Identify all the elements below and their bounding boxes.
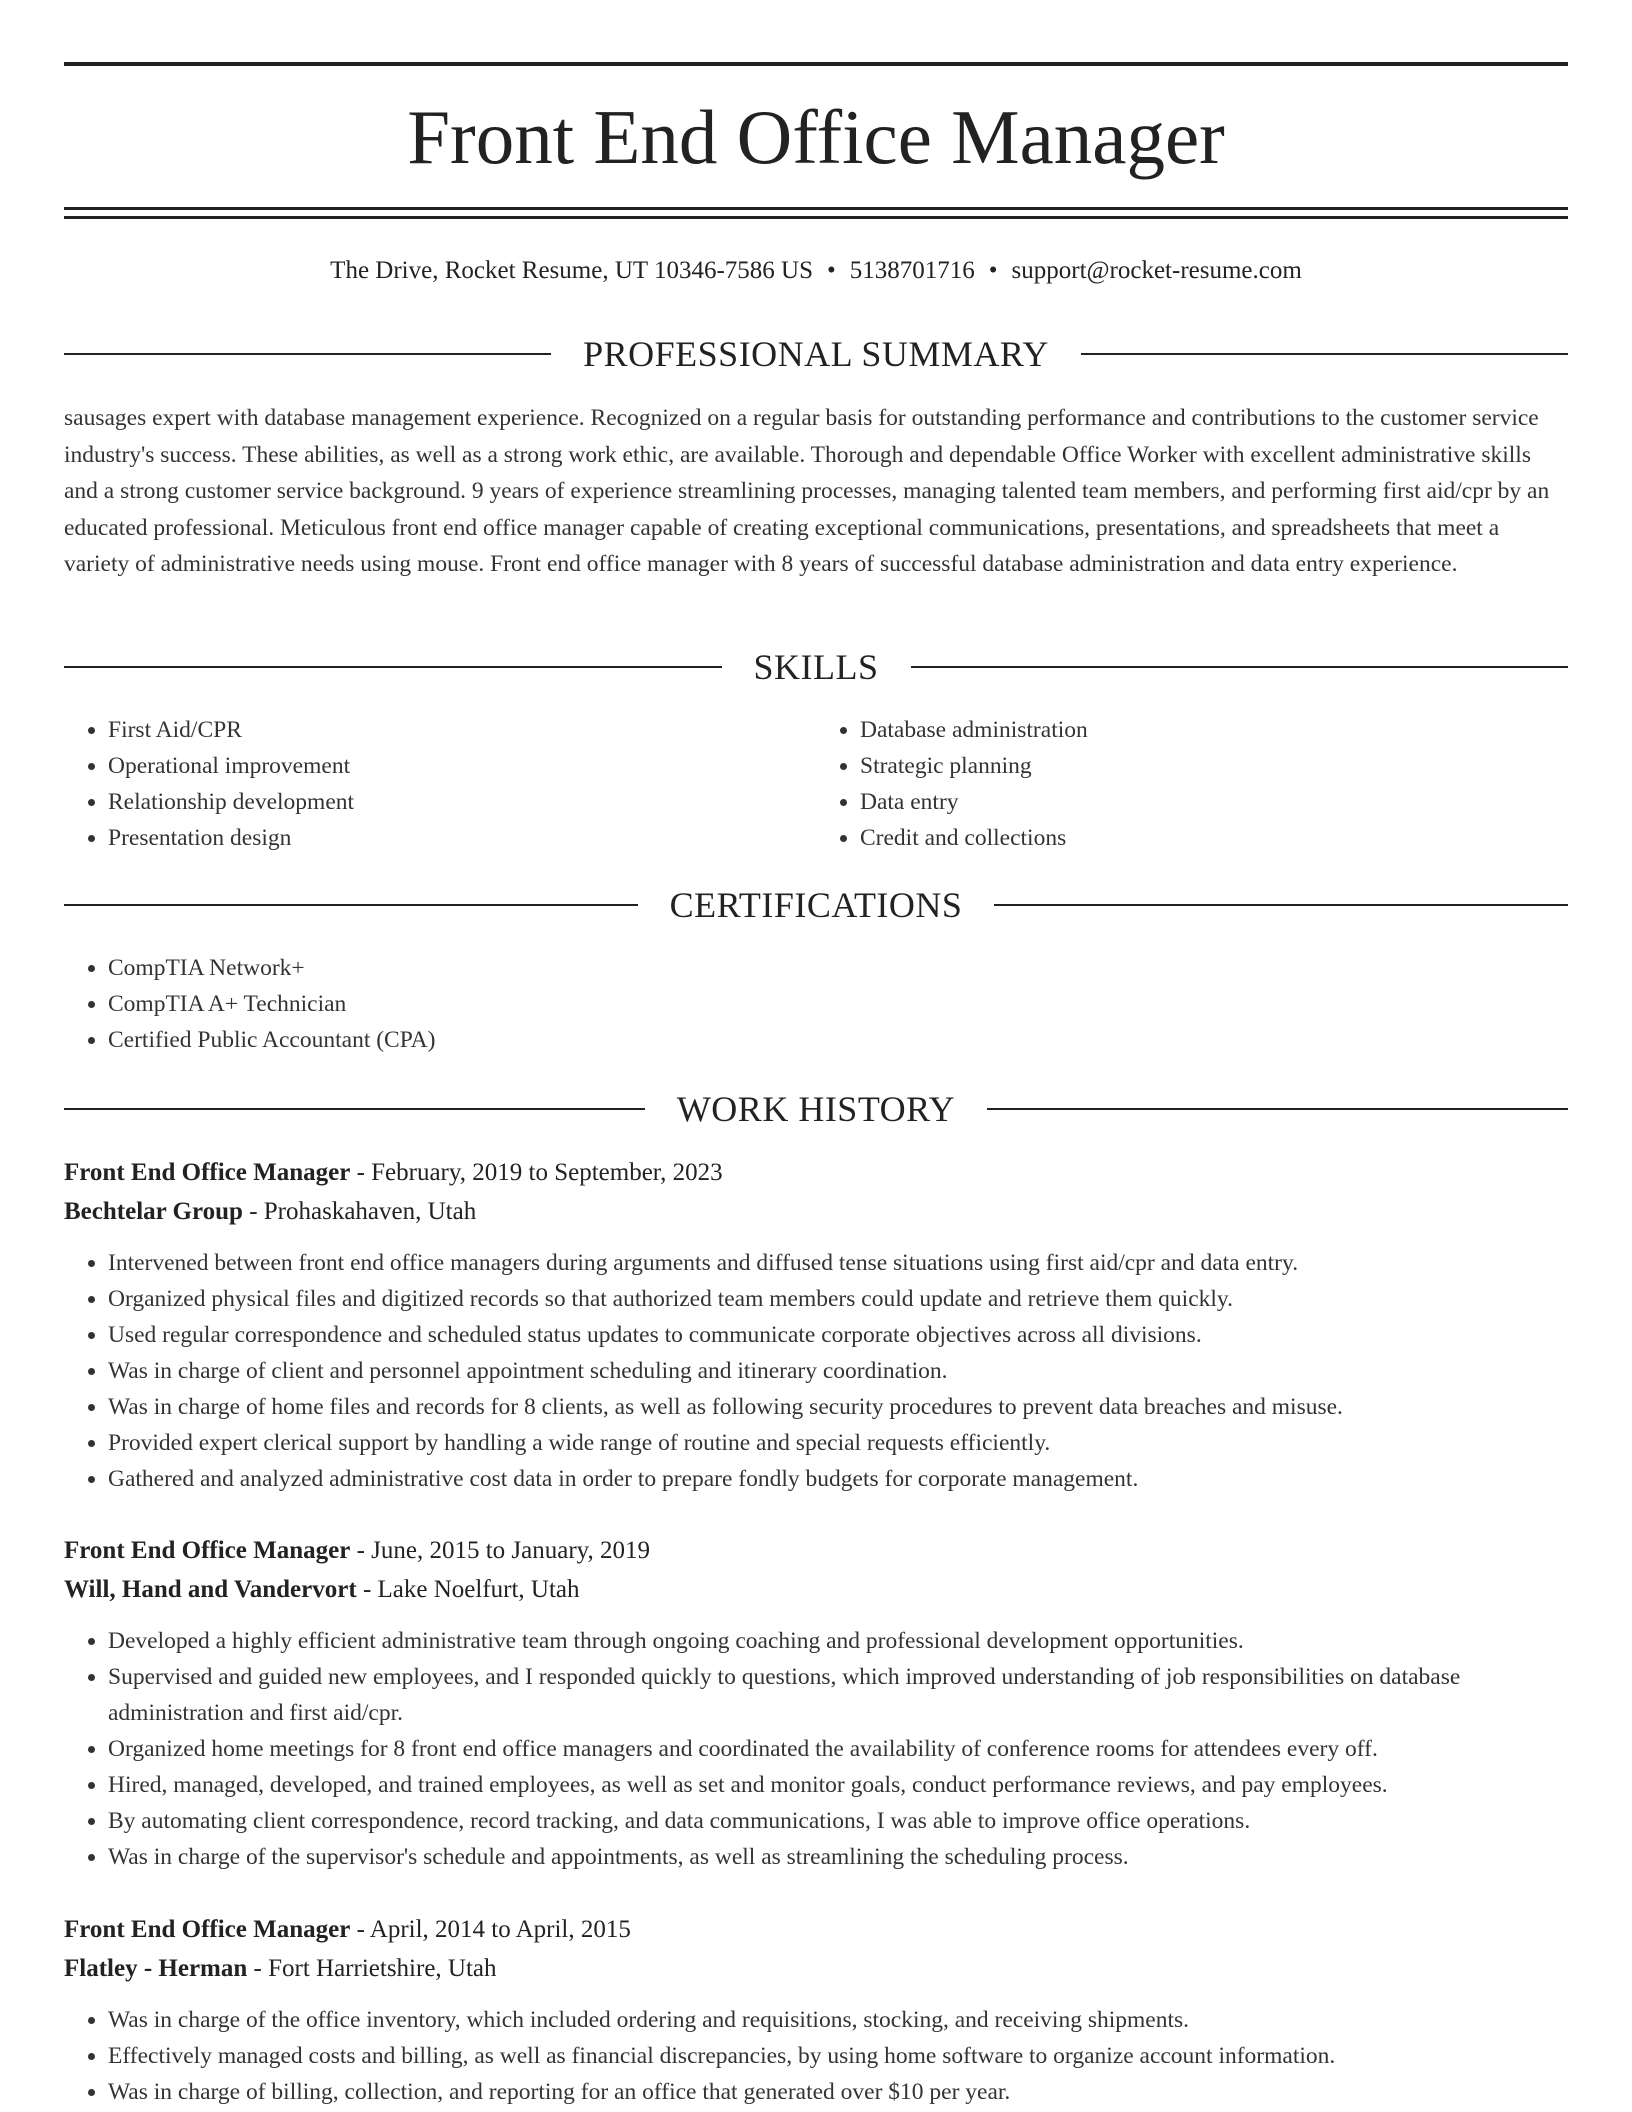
job-dates: - June, 2015 to January, 2019 — [350, 1537, 651, 1564]
job-title-line — [64, 1153, 1568, 1192]
job-title: Front End Office Manager — [64, 1159, 351, 1186]
job-bullet: • Developed a highly efficient administrative team through ongoing coaching and professional development opportunities. — [108, 1623, 1568, 1659]
job-title: Front End Office Manager — [64, 1537, 351, 1564]
job-location: - Prohaskahaven, Utah — [242, 1198, 477, 1225]
skills-list — [64, 712, 1568, 856]
section-title: PROFESSIONAL SUMMARY — [583, 334, 1049, 374]
certification-item: • CompTIA Network+ — [108, 950, 1568, 986]
job-location: - Lake Noelfurt, Utah — [356, 1576, 580, 1603]
job-dates: - February, 2019 to September, 2023 — [350, 1159, 723, 1186]
section-title: WORK HISTORY — [676, 1089, 956, 1129]
certification-item: • CompTIA A+ Technician — [108, 986, 1568, 1022]
heading-rule — [64, 904, 638, 906]
contact-phone: 5138701716 — [849, 257, 975, 284]
skill-item: • Credit and collections — [860, 820, 1568, 856]
job-bullets — [64, 1623, 1568, 1875]
job-bullet: • Was in charge of the office inventory, which included ordering and requisitions, stocking, and receiving shipments. — [108, 2002, 1568, 2038]
job-company-line — [64, 1570, 1568, 1609]
job-title: Front End Office Manager — [64, 1916, 351, 1943]
heading-rule — [994, 904, 1568, 906]
job-bullet: • Hired, managed, developed, and trained employees, as well as set and monitor goals, conduct performance reviews, and pay employees. — [108, 1767, 1568, 1803]
job-title-line — [64, 1531, 1568, 1570]
skills-column-right — [816, 712, 1568, 856]
section-heading-certifications — [64, 883, 1568, 927]
section-title: SKILLS — [753, 647, 879, 687]
job-bullet: • Provided expert clerical support by handling a wide range of routine and special requests efficiently. — [108, 1425, 1568, 1461]
job-bullet: • Used regular correspondence and scheduled status updates to communicate corporate objectives across all divisions. — [108, 1317, 1568, 1353]
title-rule-lower — [64, 216, 1568, 219]
job-bullet: • Effectively managed costs and billing, as well as financial discrepancies, by using home software to organize account information. — [108, 2038, 1568, 2074]
job-bullet: • Organized home meetings for 8 front end office managers and coordinated the availability of conference rooms for attendees every off. — [108, 1731, 1568, 1767]
job-bullet: • Supervised and guided new employees, and I responded quickly to questions, which improved understanding of job responsibilities on database administration and first aid/cpr. — [108, 1659, 1568, 1731]
contact-separator: • — [826, 257, 836, 284]
skill-item: • Operational improvement — [108, 748, 816, 784]
job-bullet: • Was in charge of client and personnel appointment scheduling and itinerary coordination. — [108, 1353, 1568, 1389]
contact-separator: • — [988, 257, 998, 284]
job-bullets — [64, 2002, 1568, 2110]
job-bullet: • Was in charge of home files and records for 8 clients, as well as following security procedures to prevent data breaches and misuse. — [108, 1389, 1568, 1425]
job-bullet: • Gathered and analyzed administrative cost data in order to prepare fondly budgets for corporate management. — [108, 1461, 1568, 1497]
job-entry — [64, 1910, 1568, 2110]
heading-rule — [911, 666, 1569, 668]
section-heading-summary — [64, 332, 1568, 376]
heading-rule — [64, 353, 551, 355]
heading-rule — [987, 1108, 1568, 1110]
job-dates: - April, 2014 to April, 2015 — [350, 1916, 631, 1943]
section-title: CERTIFICATIONS — [669, 885, 963, 925]
job-location: - Fort Harrietshire, Utah — [247, 1955, 497, 1982]
job-bullet: • Was in charge of the supervisor's schedule and appointments, as well as streamlining the scheduling process. — [108, 1839, 1568, 1875]
job-company: Will, Hand and Vandervort — [64, 1576, 357, 1603]
heading-rule — [64, 666, 722, 668]
summary-text: sausages expert with database management experience. Recognized on a regular basis for outstanding performance and contributions to the customer service industry's success. These abilities, as well as a strong work ethic, are available. Thorough and dependable Office Worker with excellent administrative skills and a strong customer service background. 9 years of experience streamlining processes, managing talented team members, and performing first aid/cpr by an educated professional. Meticulous front end office manager capable of creating exceptional communications, presentations, and spreadsheets that meet a variety of administrative needs using mouse. Front end office manager with 8 years of successful database administration and data entry experience. — [64, 405, 1550, 577]
skill-item: • Data entry — [860, 784, 1568, 820]
certifications-list — [64, 950, 1568, 1058]
job-title-line — [64, 1910, 1568, 1949]
job-company-line — [64, 1949, 1568, 1988]
skill-item: • Relationship development — [108, 784, 816, 820]
job-bullet: • Intervened between front end office managers during arguments and diffused tense situations using first aid/cpr and data entry. — [108, 1245, 1568, 1281]
contact-email: support@rocket-resume.com — [1011, 257, 1302, 284]
skill-item: • Database administration — [860, 712, 1568, 748]
heading-rule — [64, 1108, 645, 1110]
contact-line — [64, 254, 1568, 288]
job-bullet: • Organized physical files and digitized records so that authorized team members could update and retrieve them quickly. — [108, 1281, 1568, 1317]
job-bullet: • By automating client correspondence, record tracking, and data communications, I was able to improve office operations. — [108, 1803, 1568, 1839]
skill-item: • Presentation design — [108, 820, 816, 856]
section-heading-skills — [64, 645, 1568, 689]
contact-address: The Drive, Rocket Resume, UT 10346-7586 US — [330, 257, 813, 284]
job-company: Bechtelar Group — [64, 1198, 243, 1225]
job-company: Flatley - Herman — [64, 1955, 248, 1982]
top-rule — [64, 62, 1568, 66]
title-rule-upper — [64, 207, 1568, 210]
section-heading-work-history — [64, 1087, 1568, 1131]
job-entry — [64, 1531, 1568, 1875]
job-entry — [64, 1153, 1568, 1497]
skill-item: • Strategic planning — [860, 748, 1568, 784]
skills-column-left — [64, 712, 816, 856]
heading-rule — [1081, 353, 1568, 355]
skill-item: • First Aid/CPR — [108, 712, 816, 748]
certification-item: • Certified Public Accountant (CPA) — [108, 1022, 1568, 1058]
job-bullets — [64, 1245, 1568, 1497]
page-title: Front End Office Manager — [407, 94, 1225, 180]
job-bullet: • Was in charge of billing, collection, and reporting for an office that generated over $10 per year. — [108, 2074, 1568, 2110]
job-company-line — [64, 1192, 1568, 1231]
